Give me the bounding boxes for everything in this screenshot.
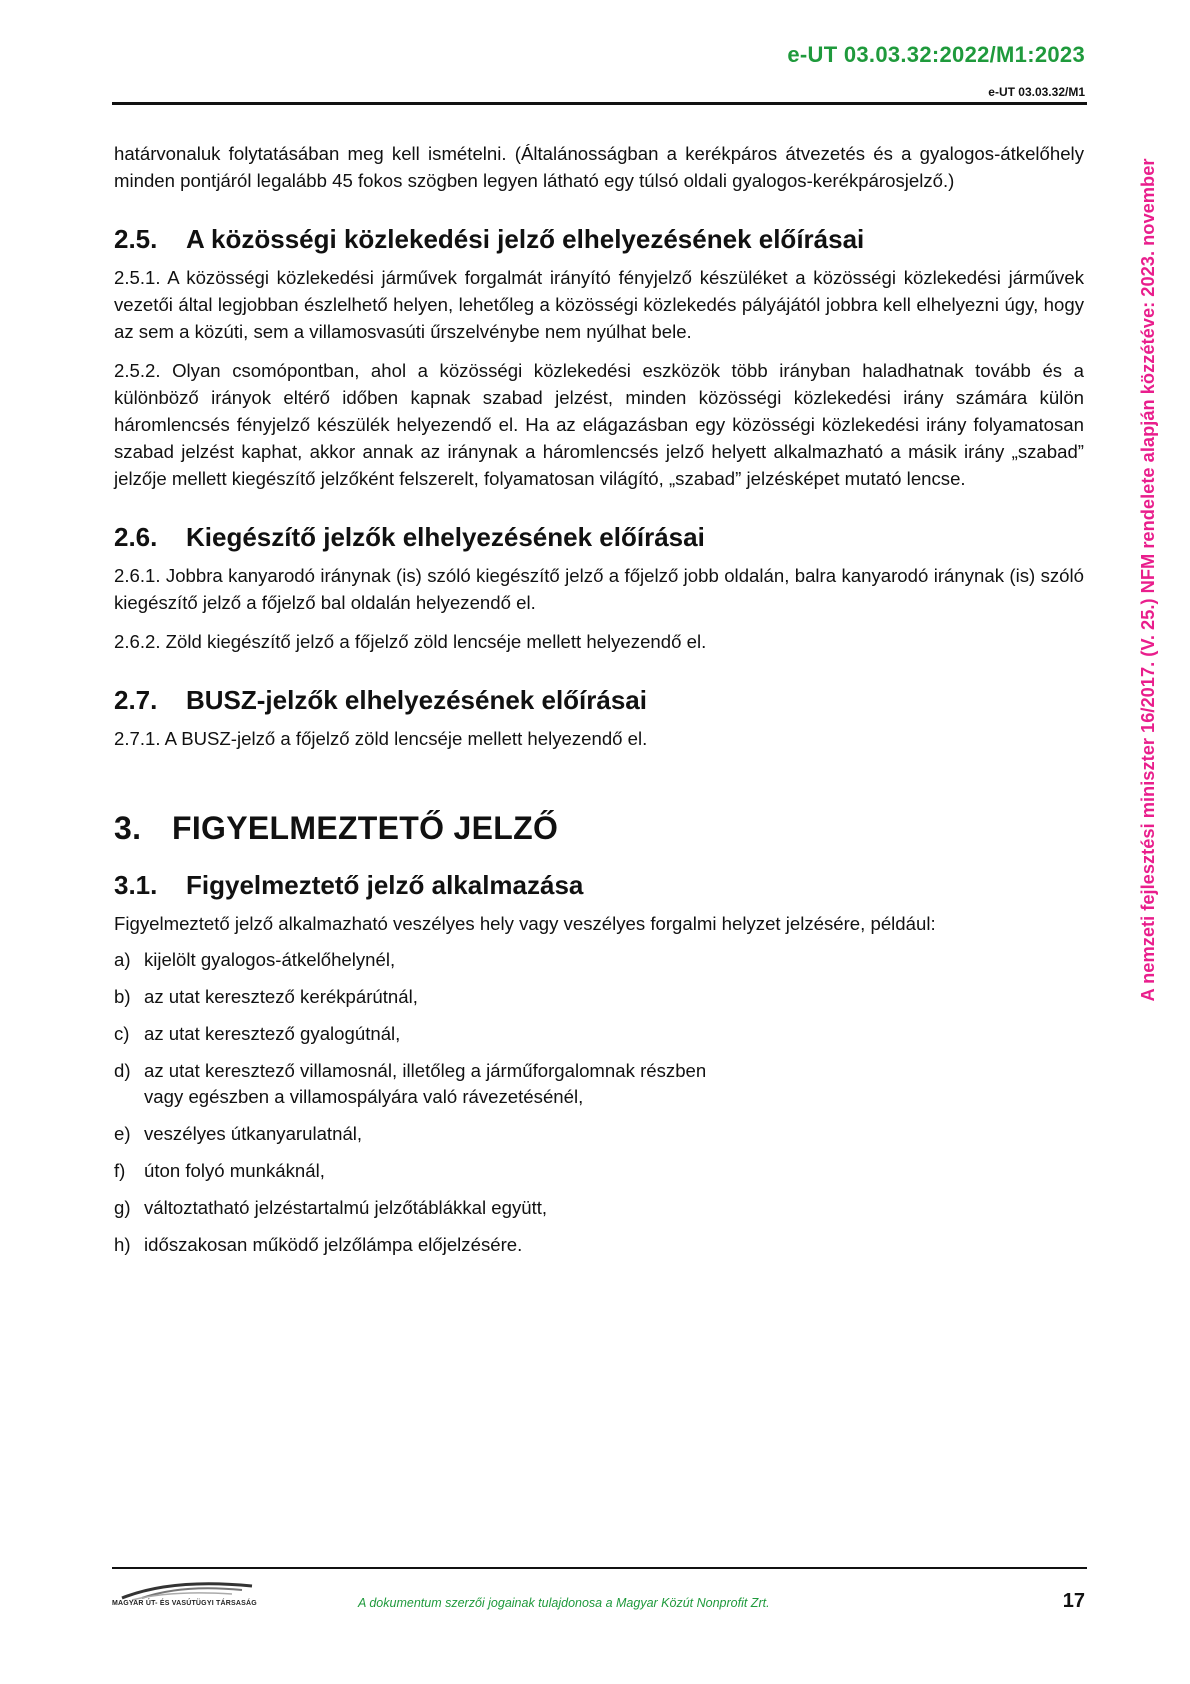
list-text: az utat keresztező kerékpárútnál, bbox=[144, 986, 418, 1007]
section-3-1-heading bbox=[114, 870, 1084, 900]
road-swoosh-icon bbox=[112, 1576, 262, 1602]
list-item bbox=[114, 947, 1084, 973]
list-item bbox=[114, 1058, 1084, 1110]
list-letter: b) bbox=[114, 986, 131, 1007]
list-text: kijelölt gyalogos-átkelőhelynél, bbox=[144, 949, 396, 970]
chapter-number: 3. bbox=[114, 810, 142, 846]
paragraph-2-5-2: 2.5.2. Olyan csomópontban, ahol a közösségi közlekedési eszközök több irányban haladhatnak tovább és a különböző irányok eltérő időben kapnak szabad jelzést, minden közösségi közlekedési irány számára külön háromlencsés fényjelző készülék helyezendő el. Ha az elágazásban egy közösségi közlekedési irány folyamatosan szabad jelzést kaphat, akkor annak az iránynak a háromlencsés jelző helyett alkalmazható a másik irány „szabad” jelzője mellett kiegészítő jelzőként felszerelt, folyamatosan világító, „szabad” jelzésképet mutató lencse. bbox=[114, 360, 1084, 489]
logo-text: MAGYAR ÚT- ÉS VASÚTÜGYI TÁRSASÁG bbox=[112, 1600, 257, 1607]
list-item bbox=[114, 1158, 1084, 1184]
doc-code: e-UT 03.03.32:2022/M1:2023 bbox=[787, 42, 1085, 67]
list-letter: h) bbox=[114, 1234, 131, 1255]
list-item bbox=[114, 984, 1084, 1010]
doc-code-small: e-UT 03.03.32/M1 bbox=[988, 85, 1085, 99]
header-rule bbox=[112, 102, 1087, 105]
section-title: Kiegészítő jelzők elhelyezésének előírásai bbox=[186, 522, 705, 552]
chapter-3-heading bbox=[114, 810, 1084, 846]
list-text: időszakosan működő jelzőlámpa előjelzésére. bbox=[144, 1234, 523, 1255]
section-2-5-heading bbox=[114, 224, 1084, 254]
section-number: 2.5. bbox=[114, 224, 158, 254]
paragraph-2-6-1: 2.6.1. Jobbra kanyarodó iránynak (is) szóló kiegészítő jelző a főjelző jobb oldalán, balra kanyarodó iránynak (is) szóló kiegészítő jelző a főjelző bal oldalán helyezendő el. bbox=[114, 565, 1084, 613]
publisher-logo bbox=[112, 1576, 262, 1620]
section-title: Figyelmeztető jelző alkalmazása bbox=[186, 870, 584, 900]
list-letter: a) bbox=[114, 949, 131, 970]
publication-side-note: A nemzeti fejlesztési miniszter 16/2017. (V. 25.) NFM rendelete alapján közzétéve: 2023. november bbox=[1137, 158, 1158, 1002]
section-2-7-heading bbox=[114, 685, 1084, 715]
list-letter: f) bbox=[114, 1160, 126, 1181]
hazard-list bbox=[114, 947, 1084, 1258]
footer-rule bbox=[112, 1567, 1087, 1569]
section-number: 2.7. bbox=[114, 685, 158, 715]
list-letter: c) bbox=[114, 1023, 130, 1044]
section-number: 2.6. bbox=[114, 522, 158, 552]
list-item bbox=[114, 1021, 1084, 1047]
copyright-note: A dokumentum szerzői jogainak tulajdonosa a Magyar Közút Nonprofit Zrt. bbox=[358, 1596, 770, 1610]
paragraph-2-7-1: 2.7.1. A BUSZ-jelző a főjelző zöld lencséje mellett helyezendő el. bbox=[114, 728, 648, 749]
section-title: BUSZ-jelzők elhelyezésének előírásai bbox=[186, 685, 647, 715]
list-item bbox=[114, 1195, 1084, 1221]
list-letter: d) bbox=[114, 1060, 131, 1081]
page-number: 17 bbox=[1062, 1590, 1085, 1612]
list-item bbox=[114, 1232, 1084, 1258]
list-item bbox=[114, 1121, 1084, 1147]
section-title: A közösségi közlekedési jelző elhelyezésének előírásai bbox=[186, 224, 865, 254]
section-3-1-lead: Figyelmeztető jelző alkalmazható veszélyes hely vagy veszélyes forgalmi helyzet jelzésére, például: bbox=[114, 913, 936, 934]
section-2-6-heading bbox=[114, 522, 1084, 552]
paragraph-2-6-2: 2.6.2. Zöld kiegészítő jelző a főjelző zöld lencséje mellett helyezendő el. bbox=[114, 631, 707, 652]
list-letter: g) bbox=[114, 1197, 131, 1218]
list-text: változtatható jelzéstartalmú jelzőtáblákkal együtt, bbox=[144, 1197, 548, 1218]
list-text: az utat keresztező villamosnál, illetőleg a járműforgalomnak részben vagy egészben a villamospályára való rávezetésénél, bbox=[144, 1060, 707, 1107]
list-text: úton folyó munkáknál, bbox=[144, 1160, 325, 1181]
paragraph-2-5-1: 2.5.1. A közösségi közlekedési járművek forgalmát irányító fényjelző készüléket a közösségi közlekedési járművek vezetői által legjobban észlelhető helyen, lehetőleg a közösségi közlekedés pályájától jobbra kell elhelyezni úgy, hogy az sem a közúti, sem a villamosvasúti űrszelvénybe nem nyúlhat bele. bbox=[114, 267, 1084, 342]
section-number: 3.1. bbox=[114, 870, 158, 900]
chapter-title: FIGYELMEZTETŐ JELZŐ bbox=[172, 810, 559, 846]
list-text: veszélyes útkanyarulatnál, bbox=[144, 1123, 363, 1144]
page-content bbox=[114, 140, 1084, 1269]
list-letter: e) bbox=[114, 1123, 131, 1144]
list-text: az utat keresztező gyalogútnál, bbox=[144, 1023, 401, 1044]
intro-paragraph: határvonaluk folytatásában meg kell ismételni. (Általánosságban a kerékpáros átvezetés és a gyalogos-átkelőhely minden pontjáról legalább 45 fokos szögben legyen látható egy túlsó oldali gyalogos-kerékpárosjelző.) bbox=[114, 143, 1084, 191]
